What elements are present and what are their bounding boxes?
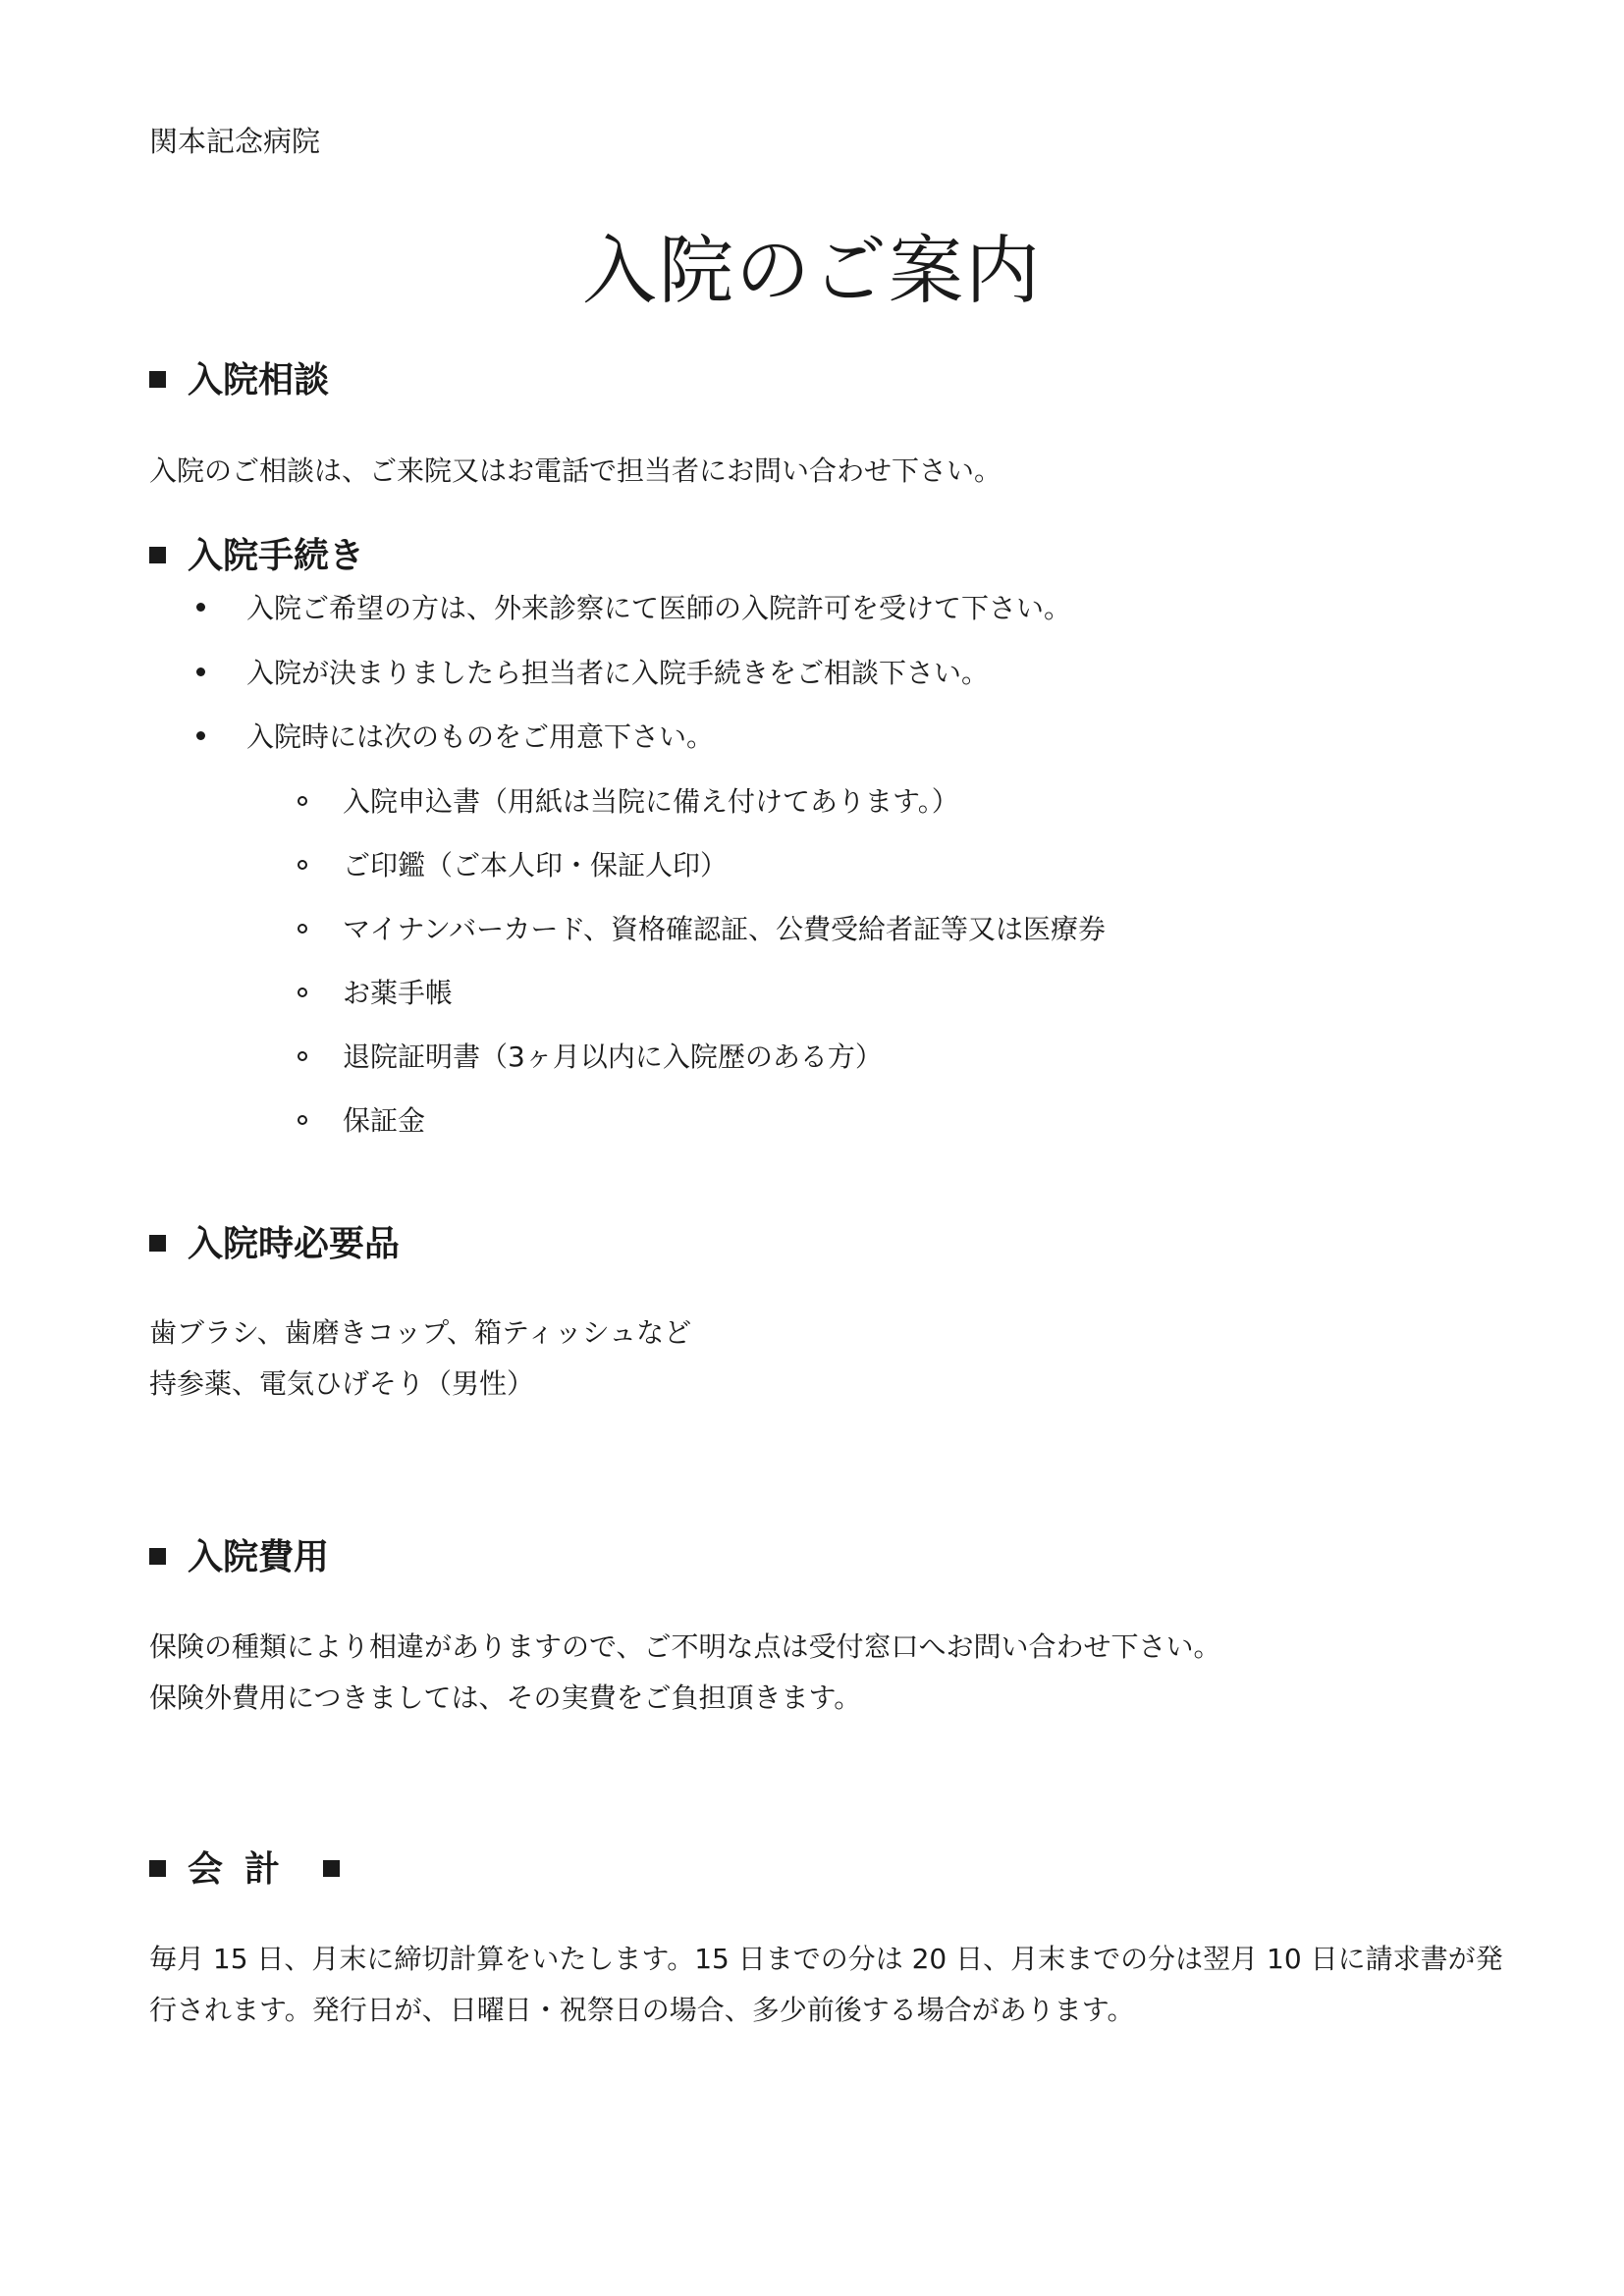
costs-line: 保険の種類により相違がありますので、ご不明な点は受付窓口へお問い合わせ下さい。: [149, 1630, 1221, 1663]
square-bullet-icon: [149, 1548, 166, 1565]
list-item: 入院が決まりましたら担当者に入院手続きをご相談下さい。: [196, 654, 989, 693]
bullet-dot-icon: [196, 731, 205, 740]
square-bullet-icon: [149, 1235, 166, 1252]
section-heading-necessities: 入院時必要品: [149, 1223, 400, 1266]
costs-line: 保険外費用につきましては、その実費をご負担頂きます。: [149, 1682, 862, 1714]
section-heading-accounting: 会計: [149, 1848, 340, 1892]
hospital-name: 関本記念病院: [149, 125, 321, 158]
square-bullet-icon: [149, 1860, 166, 1877]
square-bullet-icon: [149, 371, 166, 388]
section-heading-consultation: 入院相談: [149, 359, 329, 402]
list-item: 入院時には次のものをご用意下さい。: [196, 718, 714, 757]
page-title: 入院のご案内: [582, 227, 1042, 314]
section-heading-procedure: 入院手続き: [149, 535, 364, 578]
sub-list-item: 保証金: [298, 1101, 425, 1141]
hollow-circle-bullet-icon: [298, 796, 307, 806]
sub-list-item: マイナンバーカード、資格確認証、公費受給者証等又は医療券: [298, 910, 1106, 949]
hollow-circle-bullet-icon: [298, 924, 307, 934]
hollow-circle-bullet-icon: [298, 860, 307, 870]
accounting-line: 毎月 15 日、月末に締切計算をいたします。15 日までの分は 20 日、月末までの分は翌月 10 日に請求書が発: [149, 1943, 1503, 1975]
consultation-text: 入院のご相談は、ご来院又はお電話で担当者にお問い合わせ下さい。: [149, 454, 1002, 487]
accounting-line: 行されます。発行日が、日曜日・祝祭日の場合、多少前後する場合があります。: [149, 1994, 1135, 2026]
hollow-circle-bullet-icon: [298, 1115, 307, 1125]
list-item: 入院ご希望の方は、外来診察にて医師の入院許可を受けて下さい。: [196, 589, 1071, 628]
sub-list-item: ご印鑑（ご本人印・保証人印）: [298, 846, 728, 885]
hollow-circle-bullet-icon: [298, 1051, 307, 1061]
square-bullet-icon: [149, 547, 166, 563]
necessities-line: 持参薬、電気ひげそり（男性）: [149, 1367, 535, 1400]
bullet-dot-icon: [196, 603, 205, 612]
sub-list-item: お薬手帳: [298, 974, 453, 1013]
sub-list-item: 入院申込書（用紙は当院に備え付けてあります。）: [298, 782, 959, 822]
hollow-circle-bullet-icon: [298, 988, 307, 997]
sub-list-item: 退院証明書（3ヶ月以内に入院歴のある方）: [298, 1038, 883, 1077]
square-bullet-icon: [323, 1860, 340, 1877]
necessities-line: 歯ブラシ、歯磨きコップ、箱ティッシュなど: [149, 1316, 692, 1349]
bullet-dot-icon: [196, 667, 205, 676]
section-heading-costs: 入院費用: [149, 1536, 329, 1579]
